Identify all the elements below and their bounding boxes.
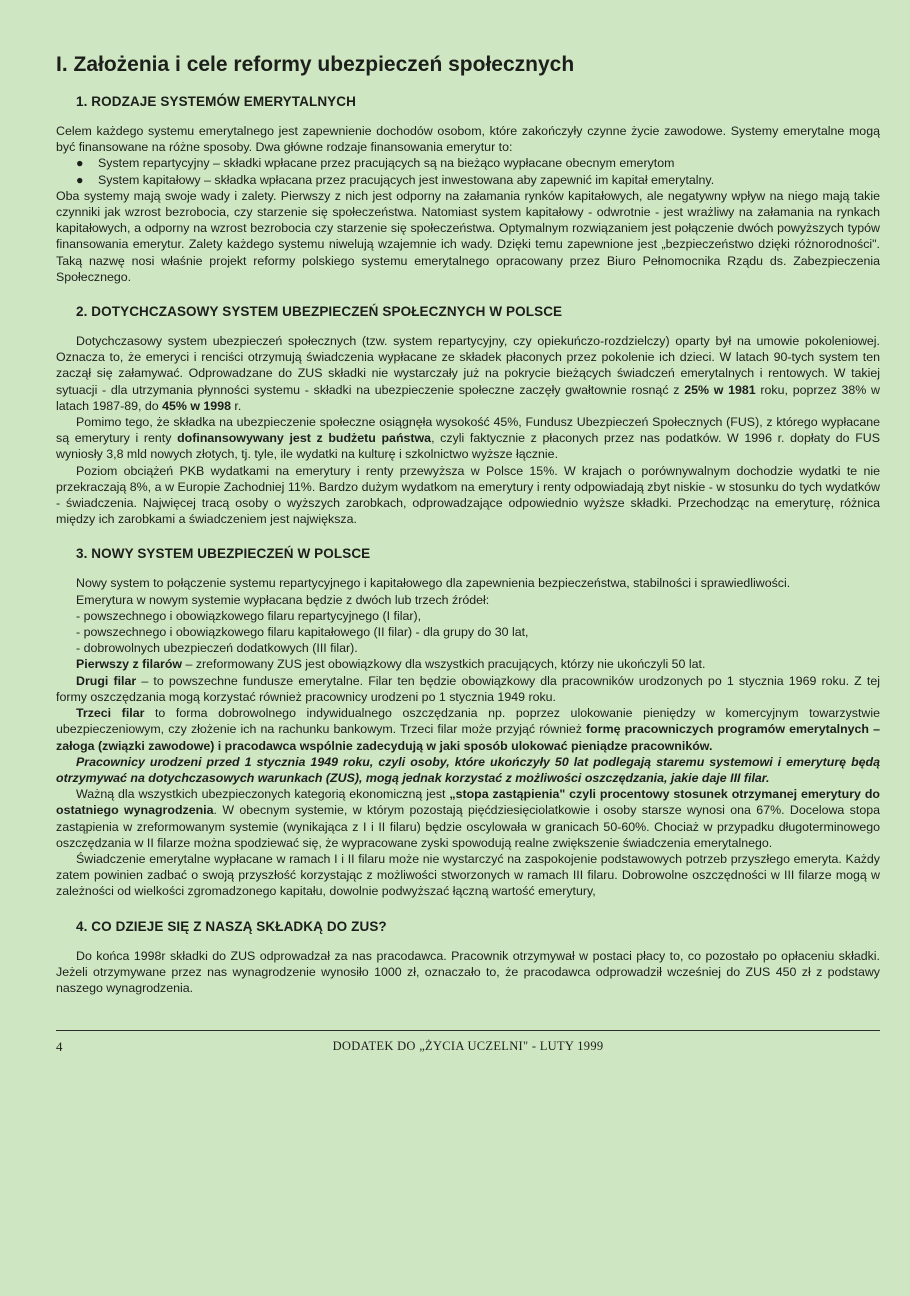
list-item [76, 172, 880, 188]
section-2-paragraph: Dotychczasowy system ubezpieczeń społecznych (tzw. system repartycyjny, czy opiekuńczo-rozdzielczy) oparty był na umowie pokoleniowej. Oznacza to, że emeryci i renciści otrzymują świadczenia wypłacane ze składek płaconych przez pokolenie ich dzieci. W latach 90-tych system ten zaczął się załamywać. Odprowadzane do ZUS składki nie wystarczały już na pokrycie bieżących świadczeń emerytalnych i rentowych. W takiej sytuacji - dla utrzymania płynności systemu - składki na ubezpieczenie społeczne zaczęły gwałtownie rosnąć z 25% w 1981 roku, poprzez 38% w latach 1987-89, do 45% w 1998 r. [56, 334, 880, 413]
list-item: - powszechnego i obowiązkowego filaru repartycyjnego (I filar), [76, 608, 422, 623]
section-3-paragraph: Ważną dla wszystkich ubezpieczonych kategorią ekonomiczną jest „stopa zastąpienia" czyli procentowy stosunek otrzymanej emerytury do ostatniego wynagrodzenia. W obecnym systemie, w którym pozostają pięćdziesięciolatkowie i osoby starsze wynosi ona 67%. Docelowa stopa zastąpienia w zreformowanym systemie (wynikająca z I i II filaru) będzie oscylowała w granicach 50-60%. Chociaż w przypadku długoterminowego oszczędzania w II filarze można spodziewać się, że wypracowane zyski spowodują realne zwiększenie świadczenia emerytalnego. [56, 787, 880, 850]
section-3-paragraph: Pracownicy urodzeni przed 1 stycznia 1949 roku, czyli osoby, które ukończyły 50 lat podlegają staremu systemowi i emeryturę będą otrzymywać na dotychczasowych warunkach (ZUS), mogą jednak korzystać z możliwości oszczędzania, jakie daje III filar. [56, 754, 880, 785]
section-4-paragraph: Do końca 1998r składki do ZUS odprowadzał za nas pracodawca. Pracownik otrzymywał w postaci płacy to, co pozostało po opłaceniu składki. Jeżeli otrzymywane przez nas wynagrodzenie wynosiło 1000 zł, oznaczało to, że pracodawca odprowadził wcześniej do ZUS 450 zł z podstawy naszego wynagrodzenia. [56, 948, 880, 995]
bold-text: dofinansowywany jest z budżetu państwa [177, 431, 432, 446]
page-title: I. Założenia i cele reformy ubezpieczeń społecznych [56, 53, 575, 76]
section-3-paragraph: Nowy system to połączenie systemu repartycyjnego i kapitałowego dla zapewnienia bezpieczeństwa, stabilności i sprawiedliwości. [76, 576, 791, 591]
bullet-icon: ● [76, 172, 84, 187]
section-3-paragraph: Trzeci filar to forma dobrowolnego indywidualnego oszczędzania np. poprzez ulokowanie pieniędzy w komercyjnym towarzystwie ubezpieczeniowym, czy złożenie ich na rachunku bankowym. Trzeci filar może przyjąć również formę pracowniczych programów emerytalnych – załoga (związki zawodowe) i pracodawca wspólnie zadecydują w jaki sposób ulokować pieniądze pracowników. [56, 706, 880, 753]
bold-text: „stopa zastąpienia" czyli procentowy stosunek otrzymanej emerytury do ostatniego wynagrodzenia [56, 787, 880, 818]
bold-text: 25% w 1981 [684, 382, 756, 397]
section-3-paragraph: Pierwszy z filarów – zreformowany ZUS jest obowiązkowy dla wszystkich pracujących, którzy nie ukończyli 50 lat. [76, 657, 706, 672]
section-1 [56, 93, 880, 285]
bold-text: formę pracowniczych programów emerytalnych – załoga (związki zawodowe) i pracodawca wspólnie zadecydują w jaki sposób ulokować pieniądze pracowników. [56, 722, 880, 753]
section-3-paragraph: Emerytura w nowym systemie wypłacana będzie z dwóch lub trzech źródeł: [76, 592, 490, 607]
section-2-paragraph: Pomimo tego, że składka na ubezpieczenie społeczne osiągnęła wysokość 45%, Fundusz Ubezpieczeń Społecznych (FUS), z którego wypłacane są emerytury i renty dofinansowywany jest z budżetu państwa, czyli faktycznie z płaconych przez nas podatków. W 1996 r. dopłaty do FUS wyniosły 3,8 mld nowych złotych, tj. tyle, ile wydatki na kulturę i szkolnictwo wyższe łącznie. [56, 415, 880, 462]
section-3 [56, 545, 880, 899]
list-item-text: System repartycyjny – składki wpłacane przez pracujących są na bieżąco wypłacane obecnym emerytom [98, 156, 675, 171]
section-3-heading: 3. NOWY SYSTEM UBEZPIECZEŃ W POLSCE [76, 546, 371, 562]
section-2 [56, 303, 880, 527]
list-item: - dobrowolnych ubezpieczeń dodatkowych (III filar). [76, 641, 358, 656]
section-3-paragraph: Świadczenie emerytalne wypłacane w ramach I i II filaru może nie wystarczyć na zaspokojenie podstawowych potrzeb przyszłego emeryta. Każdy zatem powinien zadbać o swoją przyszłość korzystając z możliwości stworzonych w ramach III filaru. Dobrowolne oszczędności w III filarze mogą w zależności od wielkości zgromadzonego kapitału, dowolnie podwyższać łączną wartość emerytury, [56, 851, 880, 899]
bold-text: Pierwszy z filarów [76, 657, 183, 672]
bullet-icon: ● [76, 156, 84, 171]
section-1-paragraph: Oba systemy mają swoje wady i zalety. Pierwszy z nich jest odporny na załamania rynków kapitałowych, ale negatywny wpływ na niego mają takie czynniki jak wzrost bezrobocia, czy starzenie się społeczeństwa. Natomiast system kapitałowy - odwrotnie - jest wrażliwy na załamania na rynkach kapitałowych, a odporny na wzrost bezrobocia czy starzenie się społeczeństwa. Optymalnym rozwiązaniem jest połączenie dwóch powyższych typów finansowania emerytur. Zalety każdego systemu niwelują wzajemnie ich wady. Dzięki temu zapewnione jest „bezpieczeństwo dzięki różnorodności". Taką nazwę nosi właśnie projekt reformy polskiego systemu emerytalnego opracowany przez Biuro Pełnomocnika Rządu ds. Zabezpieczenia Społecznego. [56, 188, 880, 284]
bold-text: Trzeci filar [76, 706, 145, 721]
bullet-list [56, 155, 880, 187]
page-number: 4 [56, 1039, 63, 1054]
list-item [76, 155, 880, 171]
section-4 [56, 918, 880, 997]
section-1-paragraph: Celem każdego systemu emerytalnego jest zapewnienie dochodów osobom, które zakończyły czynne życie zawodowe. Systemy emerytalne mogą być finansowane na różne sposoby. Dwa główne rodzaje finansowania emerytur to: [56, 124, 880, 155]
section-1-heading: 1. RODZAJE SYSTEMÓW EMERYTALNYCH [76, 94, 356, 109]
list-item-text: System kapitałowy – składka wpłacana przez pracujących jest inwestowana aby zapewnić im kapitał emerytalny. [98, 172, 715, 187]
bold-text: Drugi filar [76, 673, 137, 688]
page-footer [56, 1030, 880, 1054]
footer-text: DODATEK DO „ŻYCIA UCZELNI" - LUTY 1999 [332, 1039, 604, 1053]
section-2-heading: 2. DOTYCHCZASOWY SYSTEM UBEZPIECZEŃ SPOŁECZNYCH W POLSCE [76, 304, 563, 320]
section-2-paragraph: Poziom obciążeń PKB wydatkami na emerytury i renty przewyższa w Polsce 15%. W krajach o porównywalnym dochodzie wydatki te nie przekraczają 8%, a w Europie Zachodniej 11%. Bardzo dużym wydatkom na emerytury i renty odpowiadają zbyt niskie - w stosunku do tych wydatków - świadczenia. Najwięcej tracą osoby o wyższych zarobkach, odprowadzające odpowiednio wyższe składki. Przechodząc na emeryturę, różnica między ich zarobkami a świadczeniem jest największa. [56, 463, 880, 527]
bold-text: 45% w 1998 [162, 398, 231, 413]
section-3-paragraph: Drugi filar – to powszechne fundusze emerytalne. Filar ten będzie obowiązkowy dla pracowników urodzonych po 1 stycznia 1969 roku. Z tej formy oszczędzania mogą korzystać również pracownicy urodzeni po 1 stycznia 1949 roku. [56, 673, 880, 704]
list-item: - powszechnego i obowiązkowego filaru kapitałowego (II filar) - dla grupy do 30 lat, [76, 625, 529, 640]
section-4-heading: 4. CO DZIEJE SIĘ Z NASZĄ SKŁADKĄ DO ZUS? [76, 918, 387, 934]
